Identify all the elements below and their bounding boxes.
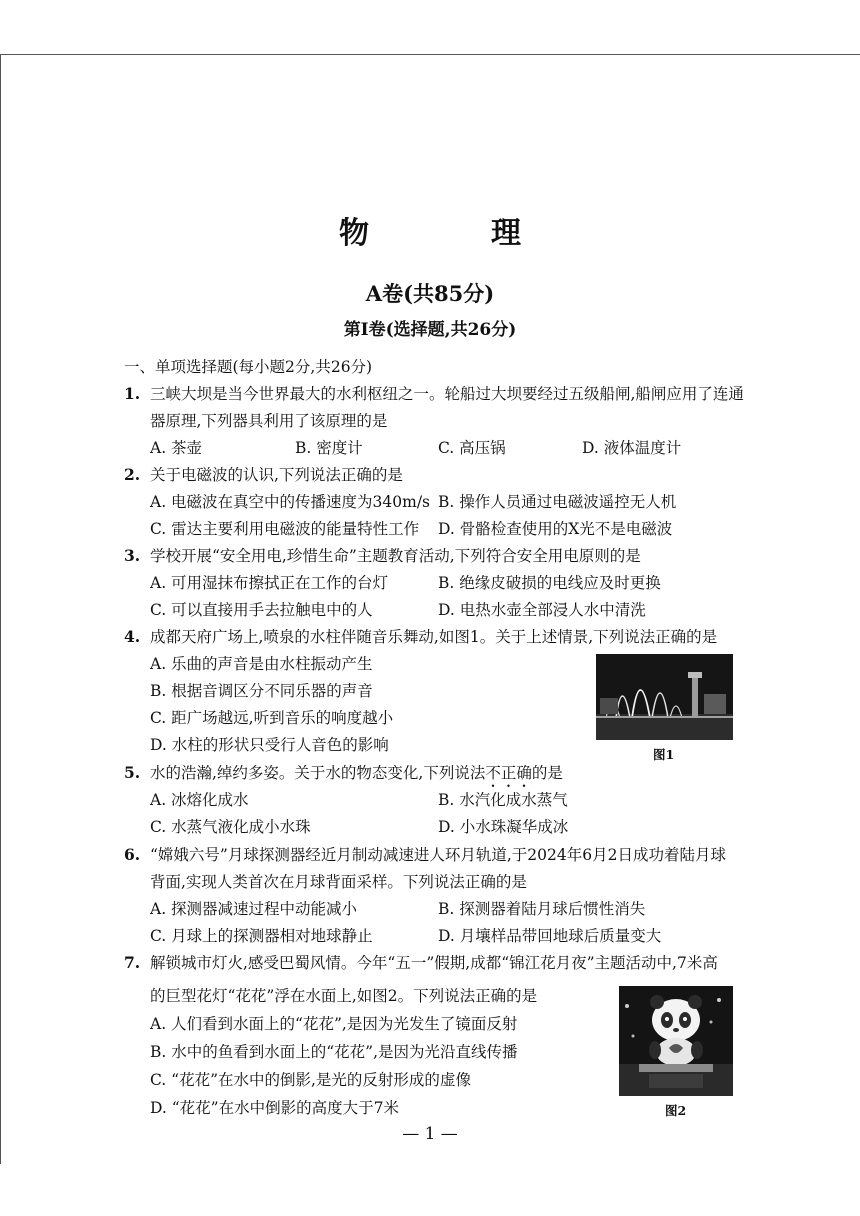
question-number: 3. [124,546,141,565]
option-d: D. 月壤样品带回地球后质量变大 [438,927,662,945]
question-5-stem [150,763,563,791]
question-1-stem-cont: 器原理,下列器具利用了该原理的是 [150,412,388,430]
part-one-heading: 第Ⅰ卷(选择题,共26分) [343,320,517,340]
question-number: 6. [124,845,141,864]
figure-1-caption: 图1 [653,747,675,762]
option-d: D. 水柱的形状只受行人音色的影响 [150,736,389,754]
option-d: D. “花花”在水中倒影的高度大于7米 [150,1099,399,1117]
option-c: C. “花花”在水中的倒影,是光的反射形成的虚像 [150,1071,471,1089]
question-6-stem-cont: 背面,实现人类首次在月球背面采样。下列说法正确的是 [150,873,527,891]
option-c: C. 高压锅 [438,439,506,457]
option-c: C. 水蒸气液化成小水珠 [150,818,311,836]
question-number: 2. [124,465,141,484]
option-c: C. 雷达主要利用电磁波的能量特性工作 [150,520,420,538]
option-a: A. 乐曲的声音是由水柱振动产生 [150,655,373,673]
page-title: 物 理 [339,216,567,251]
question-number: 4. [124,627,141,646]
option-a: A. 可用湿抹布擦拭正在工作的台灯 [150,574,389,592]
question-1-stem: 三峡大坝是当今世界最大的水利枢纽之一。轮船过大坝要经过五级船闸,船闸应用了连通 [150,385,744,403]
option-d: D. 骨骼检查使用的X光不是电磁波 [438,520,673,538]
top-border-line [0,54,860,55]
page-number: — 1 — [402,1124,458,1144]
question-5-emphasis: 不正确 [485,764,532,782]
figure-1-fountain-photo [596,654,733,740]
question-2-stem: 关于电磁波的认识,下列说法正确的是 [150,466,403,484]
question-5-stem-part1: 水的浩瀚,绰约多姿。关于水的物态变化,下列说法 [150,764,486,782]
option-b: B. 操作人员通过电磁波遥控无人机 [438,493,677,511]
question-number: 5. [124,763,141,782]
option-b: B. 根据音调区分不同乐器的声音 [150,682,373,700]
option-a: A. 茶壶 [150,439,203,457]
option-d: D. 小水珠凝华成冰 [438,818,569,836]
section-heading: 一、单项选择题(每小题2分,共26分) [124,358,373,376]
option-c: C. 距广场越远,听到音乐的响度越小 [150,709,394,727]
question-number: 1. [124,384,141,403]
option-a: A. 冰熔化成水 [150,791,249,809]
option-d: D. 液体温度计 [582,439,682,457]
option-b: B. 密度计 [295,439,363,457]
option-c: C. 月球上的探测器相对地球静止 [150,927,373,945]
option-c: C. 可以直接用手去拉触电中的人 [150,601,373,619]
question-5-stem-part2: 的是 [531,764,563,782]
option-b: B. 水汽化成水蒸气 [438,791,568,809]
option-a: A. 探测器减速过程中动能减小 [150,900,358,918]
option-a: A. 电磁波在真空中的传播速度为340m/s [150,493,431,511]
figure-2-caption: 图2 [665,1103,687,1118]
question-7-stem-cont: 的巨型花灯“花花”浮在水面上,如图2。下列说法正确的是 [150,987,538,1005]
option-a: A. 人们看到水面上的“花花”,是因为光发生了镜面反射 [150,1015,518,1033]
question-3-stem: 学校开展“安全用电,珍惜生命”主题教育活动,下列符合安全用电原则的是 [150,547,641,565]
option-b: B. 探测器着陆月球后惯性消失 [438,900,646,918]
figure-2-panda-lantern-photo [619,986,733,1096]
option-b: B. 绝缘皮破损的电线应及时更换 [438,574,661,592]
question-4-stem: 成都天府广场上,喷泉的水柱伴随音乐舞动,如图1。关于上述情景,下列说法正确的是 [150,628,718,646]
section-a-heading: A卷(共85分) [365,281,495,306]
question-6-stem: “嫦娥六号”月球探测器经近月制动减速进人环月轨道,于2024年6月2日成功着陆月球 [150,846,726,864]
option-b: B. 水中的鱼看到水面上的“花花”,是因为光沿直线传播 [150,1043,518,1061]
question-number: 7. [124,953,141,972]
option-d: D. 电热水壶全部浸人水中清洗 [438,601,646,619]
question-7-stem: 解锁城市灯火,感受巴蜀风情。今年“五一”假期,成都“锦江花月夜”主题活动中,7米高 [150,954,718,972]
